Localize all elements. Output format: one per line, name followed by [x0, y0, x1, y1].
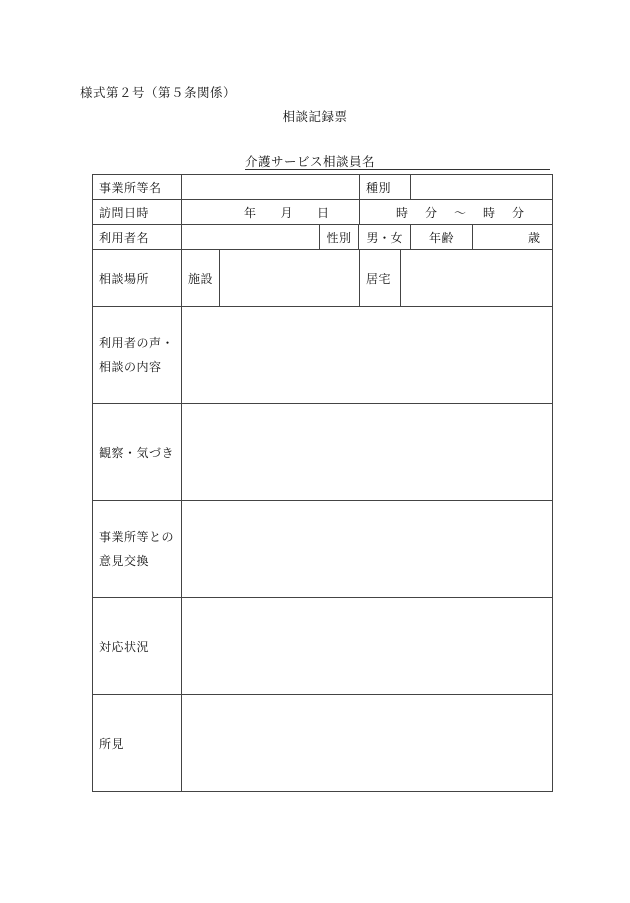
office-name-label: 事業所等名	[93, 175, 182, 200]
form-title: 相談記録票	[282, 109, 348, 124]
voice-row	[93, 307, 553, 404]
consultant-name-label: 介護サービス相談員名	[245, 154, 376, 169]
observation-field[interactable]	[182, 404, 553, 501]
observation-row	[93, 404, 553, 501]
visit-datetime-row	[93, 200, 553, 225]
consultant-name-field[interactable]	[245, 155, 550, 170]
hour-unit: 時	[396, 205, 409, 220]
visit-time-field[interactable]	[360, 200, 553, 225]
minute-unit: 分	[425, 205, 438, 220]
facility-field[interactable]	[220, 250, 360, 307]
exchange-field[interactable]	[182, 501, 553, 598]
visit-date-field[interactable]	[182, 200, 360, 225]
gender-options[interactable]: 男・女	[359, 225, 411, 250]
opinion-field[interactable]	[182, 695, 553, 792]
response-row	[93, 598, 553, 695]
category-field[interactable]	[411, 175, 553, 200]
hour2-unit: 時	[483, 205, 496, 220]
place-row	[93, 250, 553, 307]
day-unit: 日	[316, 205, 329, 220]
visit-datetime-label: 訪問日時	[93, 200, 182, 225]
user-name-field[interactable]	[182, 225, 320, 250]
consultation-record-table	[92, 174, 553, 792]
gender-label: 性別	[320, 225, 359, 250]
age-unit: 歳	[528, 230, 541, 245]
user-name-label: 利用者名	[93, 225, 182, 250]
exchange-label-line1: 事業所等との	[99, 530, 175, 544]
form-number: 様式第２号（第５条関係）	[80, 85, 237, 100]
exchange-row	[93, 501, 553, 598]
voice-label-line1: 利用者の声・	[99, 336, 175, 350]
opinion-label: 所見	[93, 695, 182, 792]
home-field[interactable]	[401, 250, 553, 307]
facility-label: 施設	[182, 250, 220, 307]
minute2-unit: 分	[512, 205, 525, 220]
observation-label: 観察・気づき	[93, 404, 182, 501]
age-label: 年齢	[411, 225, 473, 250]
exchange-label-line2: 意見交換	[99, 554, 150, 568]
response-label: 対応状況	[93, 598, 182, 695]
voice-label	[93, 307, 182, 404]
category-label: 種別	[360, 175, 411, 200]
place-label: 相談場所	[93, 250, 182, 307]
office-name-field[interactable]	[182, 175, 360, 200]
month-unit: 月	[280, 205, 293, 220]
office-row	[93, 175, 553, 200]
voice-field[interactable]	[182, 307, 553, 404]
opinion-row	[93, 695, 553, 792]
exchange-label	[93, 501, 182, 598]
year-unit: 年	[244, 205, 257, 220]
voice-label-line2: 相談の内容	[99, 360, 162, 374]
user-row	[93, 225, 553, 250]
home-label: 居宅	[360, 250, 401, 307]
age-field[interactable]	[473, 225, 553, 250]
tilde-separator: 〜	[454, 205, 467, 220]
response-field[interactable]	[182, 598, 553, 695]
